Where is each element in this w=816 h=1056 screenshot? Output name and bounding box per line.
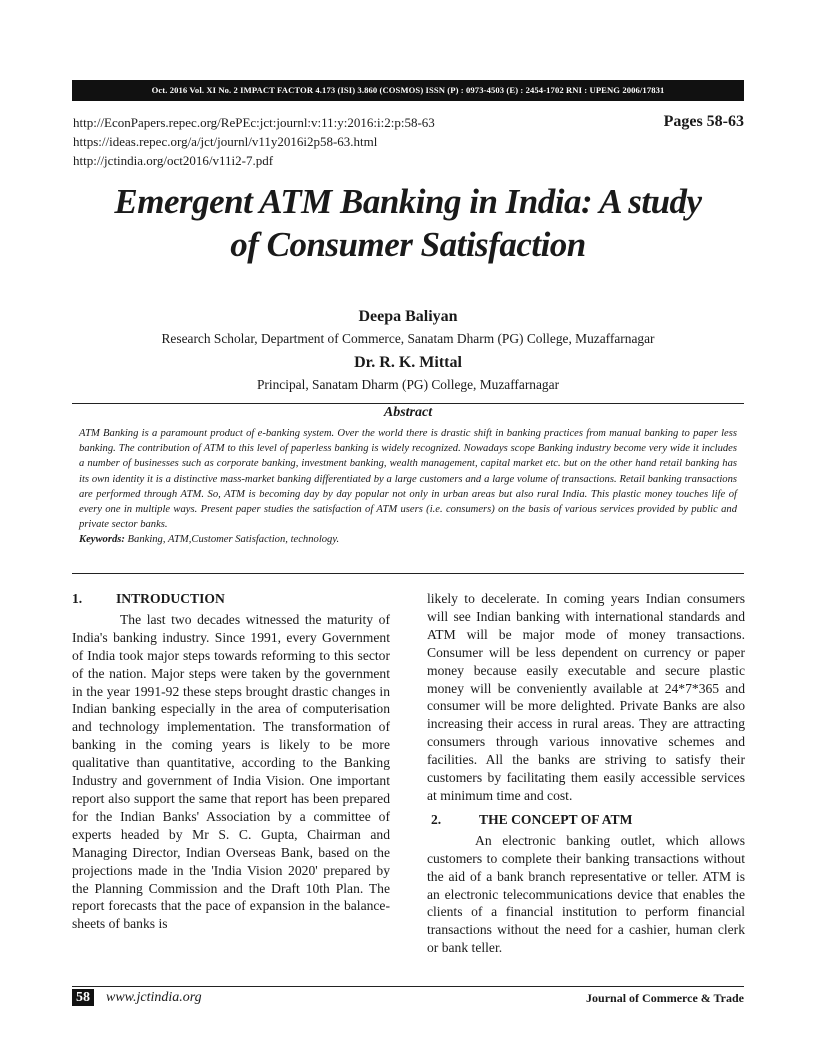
author-block-1 [72, 308, 744, 347]
right-column [427, 590, 745, 957]
keywords-text: Banking, ATM,Customer Satisfaction, technology. [124, 534, 340, 546]
abstract-bottom-divider [72, 573, 744, 574]
url-econpapers[interactable]: http://EconPapers.repec.org/RePEc:jct:journl:v:11:y:2016:i:2:p:58-63 [73, 115, 435, 130]
concept-paragraph: An electronic banking outlet, which allows customers to complete their banking transactions without the aid of a bank branch representative or teller. ATM is an electronic telecommunications device that enables the clients of a financial institution to perform financial transactions without the need for a cashier, human clerk or bank teller. [427, 832, 745, 956]
page-range: Pages 58-63 [663, 113, 744, 130]
footer-website[interactable]: www.jctindia.org [106, 990, 202, 1005]
paper-title-line-2: of Consumer Satisfaction [230, 225, 586, 264]
section-number: 2. [431, 811, 442, 827]
author-affiliation: Principal, Sanatam Dharm (PG) College, Muzaffarnagar [256, 377, 560, 392]
author-block-2 [72, 354, 744, 393]
article-urls [73, 113, 435, 170]
introduction-paragraph: The last two decades witnessed the maturity of India's banking industry. Since 1991, every Government of India took major steps towards reforming to this sector of the nation. Major steps were taken by the government in the year 1991-92 these steps brought drastic changes in Indian banking especially in the area of computerisation and technology implementation. The transformation of banking in the coming years is likely to be more qualitative than quantitative, according to the Banking Industry and government of India Vision. One important report also support the same that report has been prepared for the Indian Banks' Association by a committee of experts headed by Mr S. C. Gupta, Chairman and Managing Director, Indian Overseas Bank, based on the projections made in the 'India Vision 2020' prepared by the Planning Commission and the Draft 10th Plan. The report forecasts that the pace of expansion in the balance-sheets of banks is [72, 611, 390, 932]
abstract-heading: Abstract [383, 405, 433, 420]
abstract-text: ATM Banking is a paramount product of e-banking system. Over the world there is drastic shift in banking practices from manual banking to paper less banking. The contribution of ATM to this level of paperless banking is widely recognized. Nowadays scope Banking industry become very wide it includes a number of businesses such as corporate banking, investment banking, wealth management, capital market etc. but on the other hand retail banking has its own identity it is a distinctive mass-market banking differentiated by a large customers and a large volume of transactions. Retail banking transactions are performed through ATM. So, ATM is becoming day by day popular not only in urban areas but also rural India. This plastic money touches life of every one in multiple ways. Present paper studies the satisfaction of ATM users (i.e. consumers) on the basis of various services provided by public and private sector banks. [79, 428, 737, 531]
section-number: 1. [72, 591, 83, 606]
section-heading-concept-of-atm [427, 811, 745, 829]
paper-title-line-1: Emergent ATM Banking in India: A study [114, 182, 702, 221]
abstract-body [79, 426, 737, 548]
paper-title [72, 180, 744, 266]
author-name: Deepa Baliyan [358, 308, 458, 325]
section-title: THE CONCEPT OF ATM [479, 811, 633, 827]
keywords-label: Keywords: [79, 534, 125, 546]
journal-info-banner: Oct. 2016 Vol. XI No. 2 IMPACT FACTOR 4.173 (ISI) 3.860 (COSMOS) ISSN (P) : 0973-4503 (E) : 2454-1702 RNI : UPENG 2006/17831 [72, 80, 744, 101]
url-ideas-repec[interactable]: https://ideas.repec.org/a/jct/journl/v11y2016i2p58-63.html [73, 134, 378, 149]
section-title: INTRODUCTION [116, 591, 225, 606]
author-name: Dr. R. K. Mittal [354, 354, 462, 371]
footer-journal-name: Journal of Commerce & Trade [586, 991, 744, 1005]
introduction-continuation: likely to decelerate. In coming years Indian consumers will see Indian banking with international standards and ATM will be major mode of money transactions. Consumer will be less dependent on currency or paper money because easily executable and secure plastic money will be conveniently available at 24*7*365 and consumer will be more delighted. Private Banks are also increasing their access in rural areas. They are attracting consumers through various innovative schemes and facilities. All the banks are striving to satisfy their customers by facilitating them easily accessible services at minimum time and cost. [427, 591, 745, 803]
left-column [72, 590, 390, 933]
abstract-top-divider [72, 403, 744, 404]
page-footer [72, 989, 744, 1007]
url-jctindia-pdf[interactable]: http://jctindia.org/oct2016/v11i2-7.pdf [73, 153, 274, 168]
section-heading-introduction [72, 590, 390, 608]
author-affiliation: Research Scholar, Department of Commerce, Sanatam Dharm (PG) College, Muzaffarnagar [161, 331, 655, 346]
footer-divider [72, 986, 744, 987]
page-number: 58 [72, 989, 94, 1006]
